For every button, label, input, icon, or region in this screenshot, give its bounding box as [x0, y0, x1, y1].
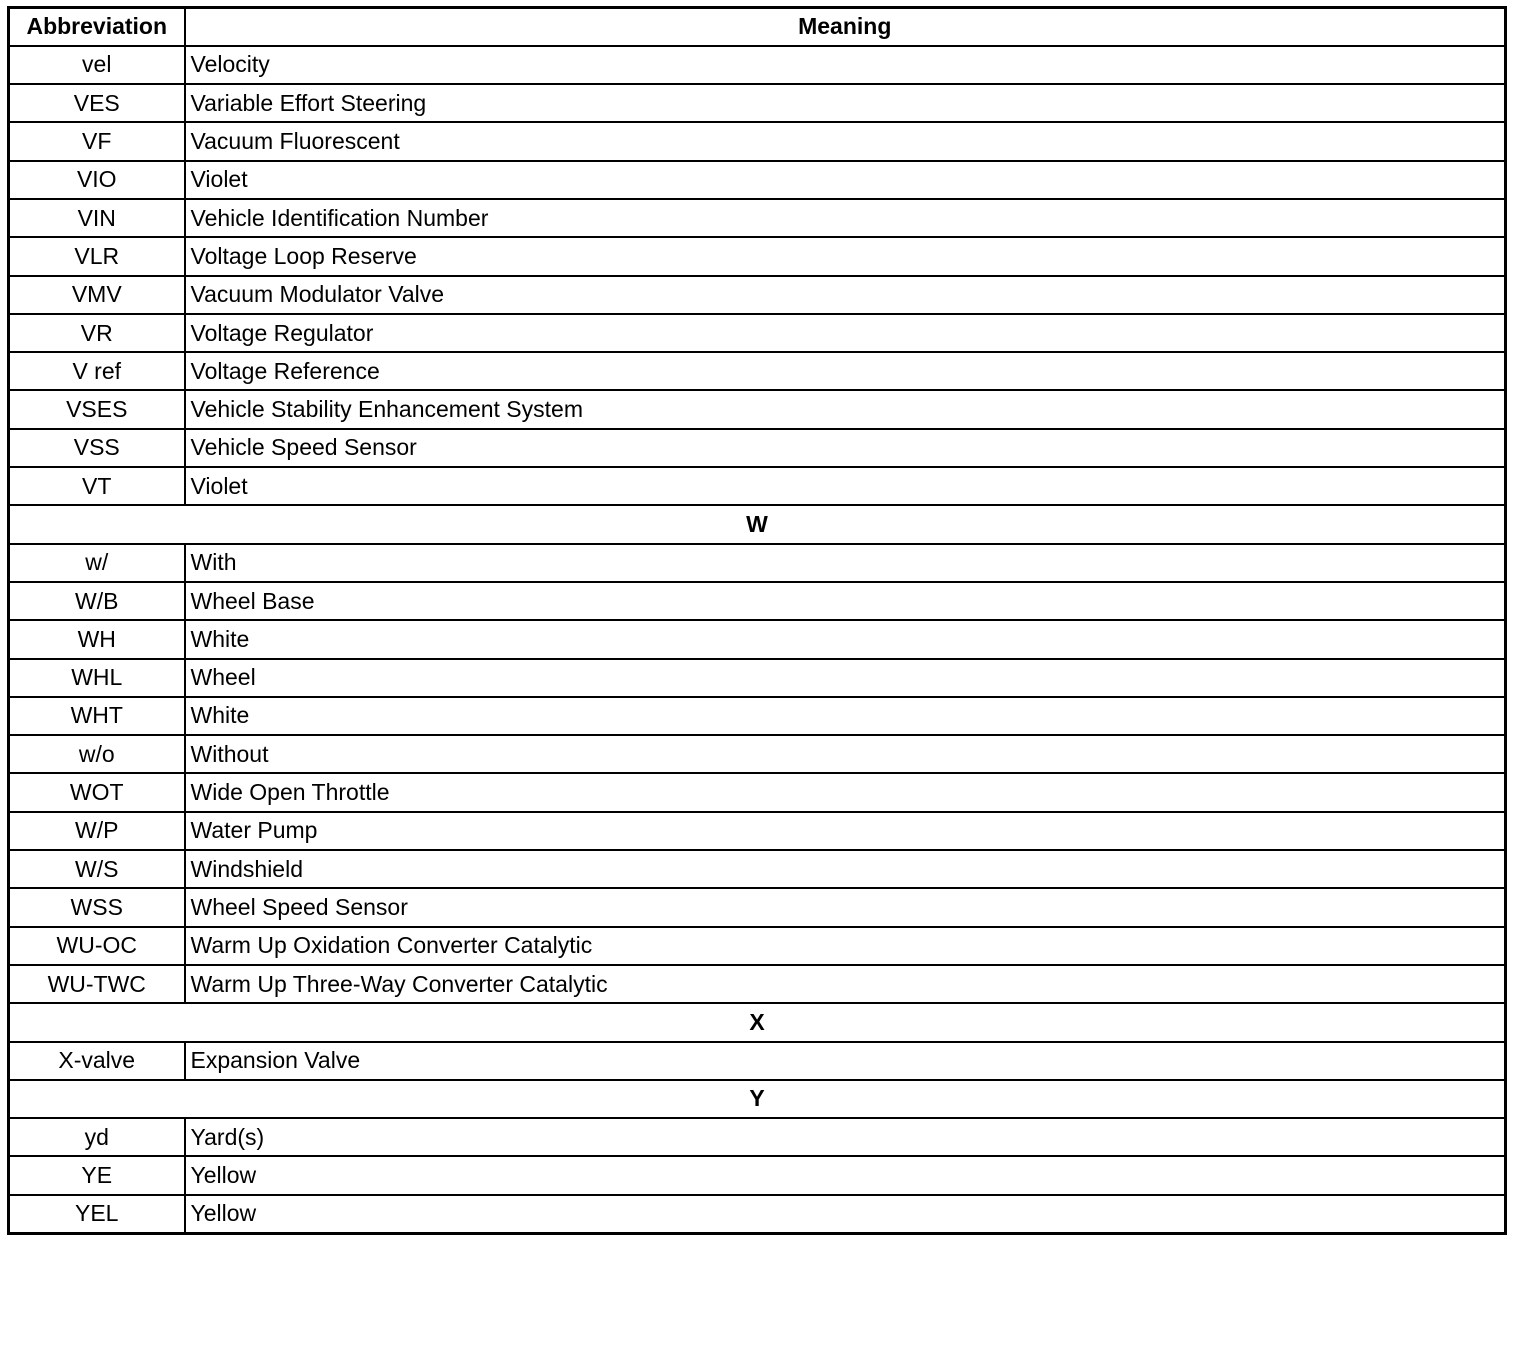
table-row	[9, 237, 1506, 275]
meaning-cell: Vehicle Stability Enhancement System	[185, 390, 1506, 428]
abbreviation-cell: V ref	[9, 352, 185, 390]
section-row	[9, 1080, 1506, 1118]
meaning-cell: Warm Up Oxidation Converter Catalytic	[185, 927, 1506, 965]
table-row	[9, 620, 1506, 658]
table-row	[9, 659, 1506, 697]
table-body	[9, 46, 1506, 1233]
meaning-cell: With	[185, 544, 1506, 582]
abbreviation-cell: WOT	[9, 773, 185, 811]
abbreviation-cell: VIO	[9, 161, 185, 199]
table-row	[9, 161, 1506, 199]
header-meaning: Meaning	[185, 8, 1506, 46]
section-letter: W	[9, 505, 1506, 543]
section-row	[9, 505, 1506, 543]
table-row	[9, 314, 1506, 352]
abbreviation-cell: WHT	[9, 697, 185, 735]
meaning-cell: Voltage Reference	[185, 352, 1506, 390]
abbreviation-cell: X-valve	[9, 1042, 185, 1080]
meaning-cell: Expansion Valve	[185, 1042, 1506, 1080]
abbreviation-cell: VT	[9, 467, 185, 505]
meaning-cell: Vehicle Speed Sensor	[185, 429, 1506, 467]
table-row	[9, 467, 1506, 505]
table-row	[9, 199, 1506, 237]
header-abbreviation: Abbreviation	[9, 8, 185, 46]
abbreviation-cell: yd	[9, 1118, 185, 1156]
table-row	[9, 390, 1506, 428]
table-row	[9, 84, 1506, 122]
meaning-cell: Windshield	[185, 850, 1506, 888]
abbreviation-cell: VSS	[9, 429, 185, 467]
meaning-cell: Warm Up Three-Way Converter Catalytic	[185, 965, 1506, 1003]
table-row	[9, 965, 1506, 1003]
meaning-cell: Vehicle Identification Number	[185, 199, 1506, 237]
abbreviation-cell: VSES	[9, 390, 185, 428]
meaning-cell: Velocity	[185, 46, 1506, 84]
meaning-cell: Wheel Base	[185, 582, 1506, 620]
meaning-cell: Voltage Loop Reserve	[185, 237, 1506, 275]
meaning-cell: Violet	[185, 467, 1506, 505]
meaning-cell: Vacuum Fluorescent	[185, 122, 1506, 160]
meaning-cell: White	[185, 697, 1506, 735]
section-letter: Y	[9, 1080, 1506, 1118]
abbreviation-cell: WU-TWC	[9, 965, 185, 1003]
table-row	[9, 122, 1506, 160]
abbreviation-cell: YEL	[9, 1195, 185, 1233]
abbreviation-cell: YE	[9, 1156, 185, 1194]
meaning-cell: Vacuum Modulator Valve	[185, 276, 1506, 314]
abbreviation-cell: WU-OC	[9, 927, 185, 965]
section-letter: X	[9, 1003, 1506, 1041]
abbreviation-cell: VIN	[9, 199, 185, 237]
meaning-cell: Wide Open Throttle	[185, 773, 1506, 811]
abbreviation-cell: WSS	[9, 888, 185, 926]
meaning-cell: Water Pump	[185, 812, 1506, 850]
table-header-row	[9, 8, 1506, 46]
abbreviation-cell: VR	[9, 314, 185, 352]
table-row	[9, 429, 1506, 467]
abbreviation-cell: w/o	[9, 735, 185, 773]
table-row	[9, 276, 1506, 314]
abbreviation-cell: VF	[9, 122, 185, 160]
meaning-cell: White	[185, 620, 1506, 658]
table-row	[9, 927, 1506, 965]
meaning-cell: Wheel Speed Sensor	[185, 888, 1506, 926]
table-row	[9, 850, 1506, 888]
abbreviation-cell: VLR	[9, 237, 185, 275]
abbreviation-cell: WH	[9, 620, 185, 658]
table-row	[9, 735, 1506, 773]
table-row	[9, 1156, 1506, 1194]
table-row	[9, 888, 1506, 926]
abbreviation-table	[7, 6, 1507, 1235]
abbreviation-cell: w/	[9, 544, 185, 582]
table-row	[9, 352, 1506, 390]
abbreviation-cell: VES	[9, 84, 185, 122]
abbreviation-cell: VMV	[9, 276, 185, 314]
table-row	[9, 1042, 1506, 1080]
table-row	[9, 1195, 1506, 1233]
meaning-cell: Yellow	[185, 1156, 1506, 1194]
table-row	[9, 582, 1506, 620]
table-row	[9, 1118, 1506, 1156]
meaning-cell: Voltage Regulator	[185, 314, 1506, 352]
abbreviation-cell: W/P	[9, 812, 185, 850]
meaning-cell: Violet	[185, 161, 1506, 199]
table-row	[9, 812, 1506, 850]
meaning-cell: Variable Effort Steering	[185, 84, 1506, 122]
table-row	[9, 773, 1506, 811]
abbreviation-cell: W/S	[9, 850, 185, 888]
section-row	[9, 1003, 1506, 1041]
table-row	[9, 544, 1506, 582]
meaning-cell: Wheel	[185, 659, 1506, 697]
abbreviation-cell: W/B	[9, 582, 185, 620]
meaning-cell: Yellow	[185, 1195, 1506, 1233]
table-row	[9, 46, 1506, 84]
table-row	[9, 697, 1506, 735]
abbreviation-cell: WHL	[9, 659, 185, 697]
abbreviation-cell: vel	[9, 46, 185, 84]
meaning-cell: Yard(s)	[185, 1118, 1506, 1156]
meaning-cell: Without	[185, 735, 1506, 773]
